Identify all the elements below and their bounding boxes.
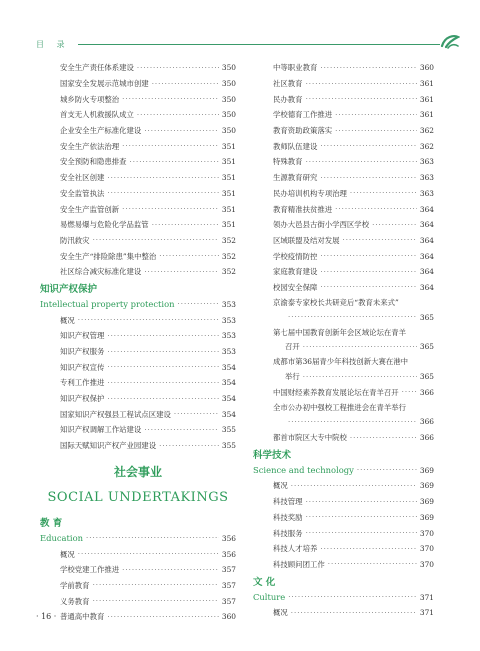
entry-title: 概况 [273, 608, 288, 618]
entry-title: 学校疫情防控 [273, 251, 318, 261]
entry-page: 354 [221, 378, 236, 388]
entry-title: 易燃易爆与危险化学品监管 [60, 220, 149, 230]
entry-page: 350 [221, 63, 236, 73]
dot-leader [122, 142, 219, 150]
entry-page: 363 [419, 173, 434, 183]
dot-leader [328, 560, 417, 568]
entry-title: 安全生产“排险除患”集中整治 [60, 251, 157, 261]
entry-page: 362 [419, 126, 434, 136]
toc-entry[interactable] [253, 248, 434, 264]
toc-entry[interactable] [253, 186, 434, 202]
entry-title: 民办培训机构专项治理 [273, 188, 347, 198]
entry-page: 353 [221, 347, 236, 357]
entry-page: 353 [221, 331, 236, 341]
dot-leader [93, 236, 219, 244]
entry-page: 366 [419, 417, 434, 427]
toc-entry[interactable] [40, 264, 236, 280]
entry-page: 351 [221, 188, 236, 198]
dot-leader [174, 410, 219, 418]
entry-page: 364 [419, 267, 434, 277]
entry-title-line1: 第七届中国教育创新年会区域论坛在青羊 [273, 327, 407, 337]
entry-page: 365 [419, 312, 434, 322]
entry-page: 369 [419, 497, 434, 507]
dot-leader [107, 613, 219, 621]
entry-title: 社区教育 [273, 79, 303, 89]
section-title-cn: 科学技术 [253, 449, 292, 461]
entry-page: 357 [221, 565, 236, 575]
entry-title: 城乡防火专项整治 [60, 94, 120, 104]
entry-page: 364 [419, 235, 434, 245]
entry-page: 365 [419, 342, 434, 352]
entry-title: 概况 [60, 549, 75, 559]
entry-title: 学前教育 [60, 580, 90, 590]
toc-entry[interactable] [253, 384, 434, 400]
entry-page: 371 [419, 592, 434, 602]
dot-leader [306, 80, 417, 88]
toc-entry[interactable] [40, 123, 236, 139]
dot-leader [306, 513, 417, 521]
entry-title: 举行 [285, 372, 300, 382]
header-title: 目 录 [36, 40, 70, 49]
entry-page: 370 [419, 544, 434, 554]
entry-page: 352 [221, 251, 236, 261]
entry-title: 安全预防和隐患排查 [60, 157, 127, 167]
toc-entry[interactable] [253, 557, 434, 573]
entry-page: 354 [221, 409, 236, 419]
part-heading [40, 454, 236, 514]
entry-title: 知识产权宣传 [60, 362, 105, 372]
entry-page: 353 [221, 299, 236, 309]
entry-page: 351 [221, 141, 236, 151]
entry-page: 351 [221, 220, 236, 230]
toc-entry[interactable] [253, 201, 434, 217]
entry-title-line1: 成都市第36届青少年科技创新大赛在港中 [273, 357, 409, 367]
dot-leader [320, 283, 417, 291]
entry-continuation [253, 369, 434, 385]
dot-leader [144, 268, 219, 276]
toc-entry[interactable] [253, 264, 434, 280]
toc-entry[interactable] [253, 107, 434, 123]
toc-entry[interactable] [40, 344, 236, 360]
entry-title: 科技顾问团工作 [273, 559, 325, 569]
entry-title: 领办大邑县古街小学西区学校 [273, 220, 370, 230]
dot-leader [93, 581, 219, 589]
toc-entry[interactable] [40, 609, 236, 625]
entry-page: 350 [221, 94, 236, 104]
dot-leader [306, 95, 417, 103]
dot-leader [159, 442, 219, 450]
entry-title: Education [40, 533, 84, 544]
entry-page: 361 [419, 110, 434, 120]
dot-leader [320, 252, 417, 260]
entry-continuation [253, 339, 434, 355]
dot-leader [144, 426, 219, 434]
entry-page: 369 [419, 465, 434, 475]
dot-leader [137, 111, 219, 119]
header-rule [78, 44, 440, 45]
entry-page: 361 [419, 94, 434, 104]
dot-leader [78, 550, 219, 558]
dot-leader [107, 363, 219, 371]
toc-entry-wrapped[interactable] [253, 325, 434, 355]
toc-entry[interactable] [40, 359, 236, 375]
entry-title: 概况 [273, 481, 288, 491]
toc-entry[interactable] [253, 280, 434, 296]
dot-leader [343, 236, 417, 244]
dot-leader [288, 313, 417, 321]
entry-title: 知识产权保护 [60, 394, 105, 404]
toc-entry[interactable] [253, 430, 434, 446]
dot-leader [306, 158, 417, 166]
toc-entry[interactable] [40, 312, 236, 328]
entry-title: Culture [253, 592, 286, 603]
entry-page: 350 [221, 79, 236, 89]
dot-leader [350, 434, 417, 442]
toc-entry[interactable] [40, 107, 236, 123]
toc-entry[interactable] [253, 478, 434, 494]
section-title-en[interactable] [253, 589, 434, 605]
toc-entry[interactable] [40, 217, 236, 233]
dot-leader [107, 348, 219, 356]
entry-page: 355 [221, 441, 236, 451]
dot-leader [291, 482, 417, 490]
entry-page: 371 [419, 608, 434, 618]
entry-page: 370 [419, 528, 434, 538]
toc-entry[interactable] [40, 233, 236, 249]
entry-title: 首支无人机救援队成立 [60, 110, 134, 120]
entry-title: 知识产权服务 [60, 347, 105, 357]
entry-page: 350 [221, 126, 236, 136]
toc-entry[interactable] [40, 375, 236, 391]
dot-leader [320, 545, 417, 553]
toc-entry[interactable] [40, 422, 236, 438]
toc-entry[interactable] [40, 186, 236, 202]
entry-page: 363 [419, 188, 434, 198]
toc-entry[interactable] [40, 328, 236, 344]
entry-page: 360 [221, 612, 236, 622]
dot-leader [335, 111, 417, 119]
dot-leader [402, 388, 417, 396]
toc-entry[interactable] [40, 138, 236, 154]
entry-title: 教师队伍建设 [273, 141, 318, 151]
entry-page: 360 [419, 63, 434, 73]
toc-entry-wrapped[interactable] [253, 355, 434, 385]
dot-leader [107, 379, 219, 387]
entry-title: 生源教育研究 [273, 173, 318, 183]
toc-entry[interactable] [40, 406, 236, 422]
entry-page: 356 [221, 533, 236, 543]
toc-entry[interactable] [40, 248, 236, 264]
entry-page: 351 [221, 173, 236, 183]
entry-page: 366 [419, 433, 434, 443]
dot-leader [372, 221, 417, 229]
entry-page: 364 [419, 282, 434, 292]
entry-title-line1: 京渝泰专家校长共研竞后“教育未来式” [273, 297, 399, 307]
entry-page: 356 [221, 549, 236, 559]
entry-title: Science and technology [253, 465, 354, 476]
entry-title: 校园安全保障 [273, 282, 318, 292]
dot-leader [288, 418, 417, 426]
entry-title: 科技奖励 [273, 512, 303, 522]
leaf-logo-icon [440, 32, 460, 52]
dot-leader [159, 252, 219, 260]
dot-leader [303, 343, 417, 351]
entry-page: 357 [221, 596, 236, 606]
entry-title: 中国财经素养教育发展论坛在青羊召开 [273, 387, 399, 397]
toc-entry[interactable] [253, 154, 434, 170]
dot-leader [288, 593, 417, 601]
entry-page: 362 [419, 141, 434, 151]
page-header [36, 32, 452, 52]
toc-entry[interactable] [253, 541, 434, 557]
toc-entry-wrapped[interactable] [253, 400, 434, 430]
entry-title: 科技人才培养 [273, 544, 318, 554]
dot-leader [291, 609, 417, 617]
toc-entry[interactable] [40, 154, 236, 170]
page-number: · 16 · [36, 612, 57, 621]
entry-title: 安全社区创建 [60, 173, 105, 183]
entry-title: 普通高中教育 [60, 612, 105, 622]
dot-leader [320, 174, 417, 182]
section-title-cn: 文 化 [253, 576, 276, 588]
toc-entry[interactable] [253, 60, 434, 76]
toc-entry[interactable] [40, 578, 236, 594]
entry-continuation [253, 414, 434, 430]
entry-title: 学校德育工作推进 [273, 110, 333, 120]
dot-leader [93, 597, 219, 605]
entry-title: 教育资助政策落实 [273, 126, 333, 136]
entry-page: 352 [221, 267, 236, 277]
dot-leader [350, 189, 417, 197]
entry-page: 365 [419, 372, 434, 382]
entry-page: 351 [221, 204, 236, 214]
entry-title: 民办教育 [273, 94, 303, 104]
dot-leader [107, 395, 219, 403]
entry-title: 国际天赋知识产权产业园建设 [60, 441, 157, 451]
toc-entry[interactable] [253, 170, 434, 186]
toc-entry[interactable] [253, 525, 434, 541]
entry-title: 防汛救灾 [60, 235, 90, 245]
toc-entry[interactable] [253, 91, 434, 107]
dot-leader [303, 373, 417, 381]
toc-entry[interactable] [253, 233, 434, 249]
entry-page: 357 [221, 580, 236, 590]
entry-page: 364 [419, 220, 434, 230]
toc-entry[interactable] [253, 217, 434, 233]
entry-page: 353 [221, 315, 236, 325]
entry-title-line1: 全市公办初中强校工程推进会在青羊举行 [273, 402, 407, 412]
toc-entry[interactable] [253, 510, 434, 526]
toc-entry[interactable] [253, 494, 434, 510]
entry-title: 企业安全生产标准化建设 [60, 126, 142, 136]
dot-leader [78, 316, 219, 324]
dot-leader [152, 80, 219, 88]
entry-continuation [253, 309, 434, 325]
dot-leader [306, 529, 417, 537]
section-title-cn: 教 育 [40, 518, 63, 529]
toc-entry[interactable] [40, 593, 236, 609]
part-title-cn: 社会事业 [113, 464, 162, 479]
dot-leader [152, 221, 219, 229]
entry-title: 知识产权管理 [60, 331, 105, 341]
entry-page: 370 [419, 559, 434, 569]
entry-page: 361 [419, 79, 434, 89]
entry-title: 教育精准扶贫推进 [273, 204, 333, 214]
entry-title: 安全监管执法 [60, 188, 105, 198]
dot-leader [122, 205, 219, 213]
entry-title: 安全生产依法治理 [60, 141, 120, 151]
dot-leader [320, 64, 417, 72]
entry-title: 安全生产责任体系建设 [60, 63, 134, 73]
entry-title: 科技管理 [273, 497, 303, 507]
toc-column-right [253, 60, 434, 621]
part-title-en: SOCIAL UNDERTAKINGS [47, 489, 229, 505]
entry-page: 369 [419, 481, 434, 491]
entry-page: 352 [221, 235, 236, 245]
toc-entry[interactable] [40, 170, 236, 186]
toc-entry[interactable] [40, 562, 236, 578]
toc-entry[interactable] [40, 60, 236, 76]
toc-column-left [40, 60, 236, 625]
entry-page: 350 [221, 110, 236, 120]
entry-title: 国家知识产权强县工程试点区建设 [60, 409, 171, 419]
dot-leader [122, 566, 219, 574]
dot-leader [306, 498, 417, 506]
dot-leader [178, 300, 219, 308]
dot-leader [107, 189, 219, 197]
entry-page: 363 [419, 157, 434, 167]
entry-title: 学校党建工作推进 [60, 565, 120, 575]
section-title-en[interactable] [253, 462, 434, 478]
section-title-en[interactable] [40, 297, 236, 313]
dot-leader [357, 466, 417, 474]
toc-entry[interactable] [40, 91, 236, 107]
entry-title: 义务教育 [60, 596, 90, 606]
entry-page: 354 [221, 394, 236, 404]
dot-leader [107, 332, 219, 340]
toc-entry[interactable] [40, 201, 236, 217]
section-title-cn: 知识产权保护 [40, 284, 98, 296]
entry-page: 366 [419, 387, 434, 397]
entry-title: 科技服务 [273, 528, 303, 538]
entry-title: 社区综合减灾标准化建设 [60, 267, 142, 277]
toc-entry[interactable] [40, 76, 236, 92]
toc-entry[interactable] [253, 605, 434, 621]
toc-entry[interactable] [253, 123, 434, 139]
entry-title: Intellectual property protection [40, 299, 175, 310]
toc-entry-wrapped[interactable] [253, 295, 434, 325]
entry-title: 安全生产监管创新 [60, 204, 120, 214]
entry-title: 国家安全发展示范城市创建 [60, 79, 149, 89]
toc-entry[interactable] [40, 438, 236, 454]
entry-page: 369 [419, 512, 434, 522]
dot-leader [130, 158, 219, 166]
toc-entry[interactable] [253, 76, 434, 92]
toc-entry[interactable] [40, 391, 236, 407]
entry-page: 351 [221, 157, 236, 167]
entry-title: 召开 [285, 342, 300, 352]
dot-leader [137, 64, 219, 72]
entry-title: 特殊教育 [273, 157, 303, 167]
entry-title: 家庭教育建设 [273, 267, 318, 277]
toc-entry[interactable] [40, 546, 236, 562]
dot-leader [320, 142, 417, 150]
section-title-en[interactable] [40, 531, 236, 547]
entry-title: 中等职业教育 [273, 63, 318, 73]
entry-title: 都首市院区大专中院校 [273, 433, 347, 443]
dot-leader [320, 268, 417, 276]
dot-leader [122, 95, 219, 103]
entry-page: 364 [419, 251, 434, 261]
entry-title: 专利工作推进 [60, 378, 105, 388]
dot-leader [335, 205, 417, 213]
entry-title: 区域联盟及结对发展 [273, 235, 340, 245]
entry-title: 概况 [60, 315, 75, 325]
entry-title: 知识产权调解工作站建设 [60, 425, 142, 435]
entry-page: 355 [221, 425, 236, 435]
dot-leader [107, 174, 219, 182]
entry-page: 364 [419, 204, 434, 214]
dot-leader [335, 127, 417, 135]
toc-entry[interactable] [253, 138, 434, 154]
dot-leader [144, 127, 219, 135]
entry-page: 354 [221, 362, 236, 372]
dot-leader [86, 534, 219, 542]
